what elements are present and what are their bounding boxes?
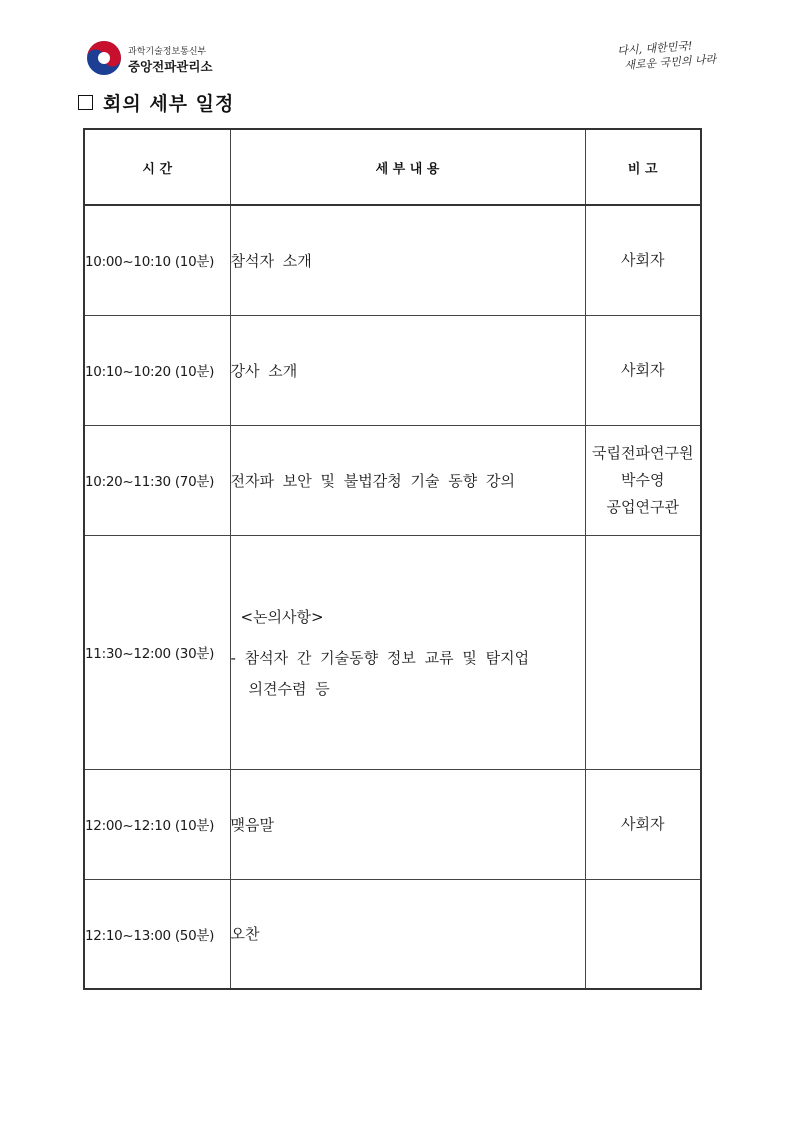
note-cell: 사회자 (585, 315, 701, 425)
note-cell (585, 879, 701, 989)
section-title (78, 89, 234, 115)
slogan-line-2: 새로운 국민의 나라 (623, 52, 717, 73)
table-row (84, 425, 701, 535)
detail-cell (230, 535, 585, 769)
table-row (84, 205, 701, 315)
checkbox-square-icon (78, 95, 93, 110)
header-detail: 세 부 내 용 (230, 129, 585, 205)
note-cell (585, 535, 701, 769)
detail-cell: 강사 소개 (230, 315, 585, 425)
detail-cell: 맺음말 (230, 769, 585, 879)
detail-cell: 오찬 (230, 879, 585, 989)
section-title-text: 회의 세부 일정 (103, 92, 235, 115)
table-row (84, 315, 701, 425)
note-line: 국립전파연구원 (592, 443, 694, 462)
ministry-name: 과학기술정보통신부 (128, 47, 207, 57)
slogan-line-1: 다시, 대한민국! (616, 39, 693, 58)
table-row (84, 535, 701, 769)
detail-cell: 전자파 보안 및 불법감청 기술 동향 강의 (230, 425, 585, 535)
discussion-item-continued: 의견수렴 등 (248, 679, 330, 698)
table-row (84, 879, 701, 989)
detail-cell: 참석자 소개 (230, 205, 585, 315)
agency-logo (86, 40, 246, 84)
time-cell: 12:00~12:10 (10분) (84, 769, 230, 879)
table-header-row (84, 129, 701, 205)
time-cell: 11:30~12:00 (30분) (84, 535, 230, 769)
schedule-table (83, 128, 702, 990)
time-cell: 10:00~10:10 (10분) (84, 205, 230, 315)
note-cell (585, 425, 701, 535)
header-note: 비 고 (585, 129, 701, 205)
time-cell: 10:10~10:20 (10분) (84, 315, 230, 425)
time-cell: 10:20~11:30 (70분) (84, 425, 230, 535)
time-cell: 12:10~13:00 (50분) (84, 879, 230, 989)
note-line: 박수영 (621, 470, 665, 489)
note-cell: 사회자 (585, 205, 701, 315)
header-time: 시 간 (84, 129, 230, 205)
table-row (84, 769, 701, 879)
note-line: 공업연구관 (606, 497, 679, 516)
slogan (617, 37, 719, 82)
agency-name: 중앙전파관리소 (128, 59, 213, 74)
taegeuk-emblem-icon (86, 40, 122, 76)
discussion-item: - 참석자 간 기술동향 정보 교류 및 탐지업 (230, 648, 530, 667)
note-cell: 사회자 (585, 769, 701, 879)
discussion-heading: <논의사항> (240, 607, 324, 626)
